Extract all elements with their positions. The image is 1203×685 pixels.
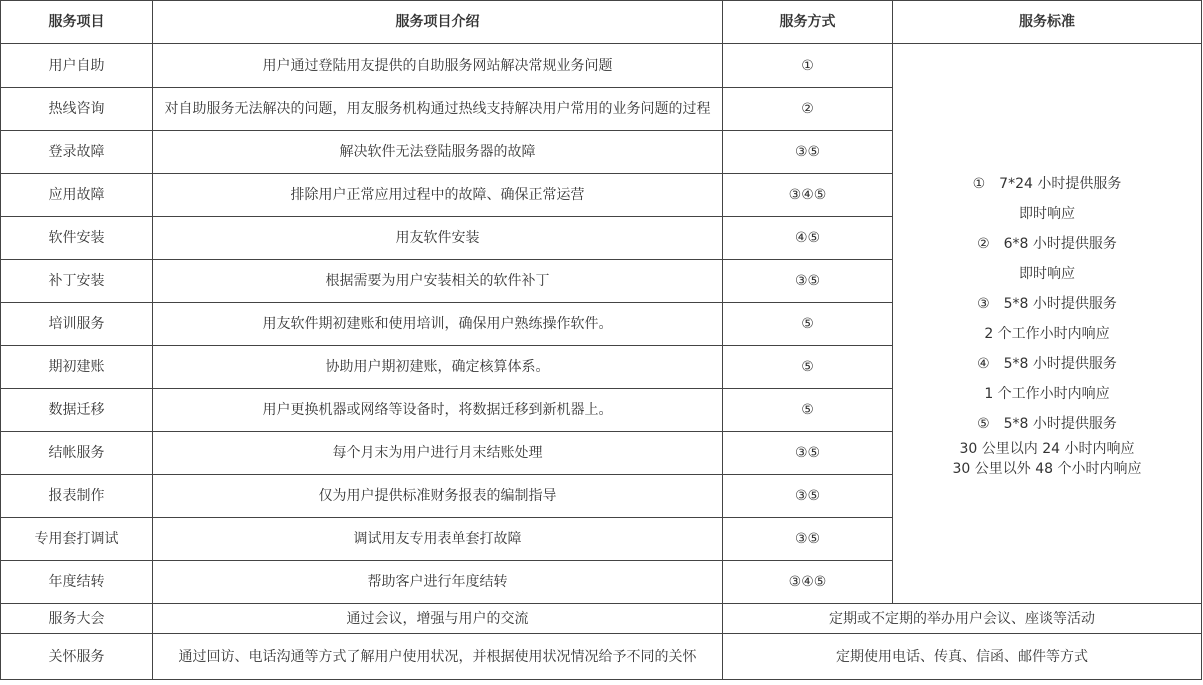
- service-mode: ⑤: [723, 303, 893, 346]
- service-description: 通过回访、电话沟通等方式了解用户使用状况，并根据使用状况情况给予不同的关怀: [153, 634, 723, 680]
- header-service-mode: 服务方式: [723, 1, 893, 44]
- service-mode: ⑤: [723, 389, 893, 432]
- service-mode: ③④⑤: [723, 561, 893, 604]
- standard-line: ② 6*8 小时提供服务: [977, 235, 1117, 252]
- service-item: 登录故障: [1, 131, 153, 174]
- service-standard: 定期或不定期的举办用户会议、座谈等活动: [723, 604, 1202, 634]
- service-description: 对自助服务无法解决的问题，用友服务机构通过热线支持解决用户常用的业务问题的过程: [153, 88, 723, 131]
- service-description: 用户更换机器或网络等设备时，将数据迁移到新机器上。: [153, 389, 723, 432]
- service-item: 补丁安装: [1, 260, 153, 303]
- standard-line: 30 公里以内 24 小时内响应: [959, 440, 1135, 457]
- service-description: 解决软件无法登陆服务器的故障: [153, 131, 723, 174]
- standard-line: 2 个工作小时内响应: [984, 325, 1110, 342]
- standard-line: ③ 5*8 小时提供服务: [977, 295, 1117, 312]
- standard-line: 1 个工作小时内响应: [984, 385, 1110, 402]
- service-description: 帮助客户进行年度结转: [153, 561, 723, 604]
- service-mode: ③⑤: [723, 475, 893, 518]
- service-item: 用户自助: [1, 44, 153, 88]
- service-mode: ③⑤: [723, 518, 893, 561]
- service-item: 关怀服务: [1, 634, 153, 680]
- service-mode: ③⑤: [723, 260, 893, 303]
- service-item: 应用故障: [1, 174, 153, 217]
- service-mode: ③⑤: [723, 432, 893, 475]
- service-item: 软件安装: [1, 217, 153, 260]
- service-standard-cell: [893, 44, 1202, 604]
- service-item: 专用套打调试: [1, 518, 153, 561]
- table-row: [1, 604, 1202, 634]
- service-standard-list: [953, 169, 1142, 479]
- service-description: 用友软件安装: [153, 217, 723, 260]
- service-mode: ④⑤: [723, 217, 893, 260]
- service-mode: ③④⑤: [723, 174, 893, 217]
- standard-line: 30 公里以外 48 个小时内响应: [952, 460, 1142, 477]
- standard-line: ① 7*24 小时提供服务: [972, 175, 1122, 192]
- service-description: 通过会议，增强与用户的交流: [153, 604, 723, 634]
- service-description: 调试用友专用表单套打故障: [153, 518, 723, 561]
- service-description: 协助用户期初建账，确定核算体系。: [153, 346, 723, 389]
- service-description: 每个月末为用户进行月末结账处理: [153, 432, 723, 475]
- standard-line: ⑤ 5*8 小时提供服务: [977, 415, 1117, 432]
- service-mode: ⑤: [723, 346, 893, 389]
- service-description: 根据需要为用户安装相关的软件补丁: [153, 260, 723, 303]
- service-item: 结帐服务: [1, 432, 153, 475]
- header-service-description: 服务项目介绍: [153, 1, 723, 44]
- service-mode: ②: [723, 88, 893, 131]
- service-mode: ③⑤: [723, 131, 893, 174]
- service-item: 数据迁移: [1, 389, 153, 432]
- table-row: [1, 44, 1202, 88]
- service-item: 期初建账: [1, 346, 153, 389]
- service-item: 报表制作: [1, 475, 153, 518]
- service-item: 年度结转: [1, 561, 153, 604]
- standard-line: 即时响应: [1018, 205, 1075, 222]
- service-description: 仅为用户提供标准财务报表的编制指导: [153, 475, 723, 518]
- standard-line: 即时响应: [1018, 265, 1075, 282]
- service-description: 用友软件期初建账和使用培训，确保用户熟练操作软件。: [153, 303, 723, 346]
- header-row: [1, 1, 1202, 44]
- service-item: 培训服务: [1, 303, 153, 346]
- service-item: 热线咨询: [1, 88, 153, 131]
- service-description: 用户通过登陆用友提供的自助服务网站解决常规业务问题: [153, 44, 723, 88]
- service-description: 排除用户正常应用过程中的故障、确保正常运营: [153, 174, 723, 217]
- header-service-standard: 服务标准: [893, 1, 1202, 44]
- standard-line: ④ 5*8 小时提供服务: [977, 355, 1117, 372]
- header-service-item: 服务项目: [1, 1, 153, 44]
- service-standard: 定期使用电话、传真、信函、邮件等方式: [723, 634, 1202, 680]
- service-item: 服务大会: [1, 604, 153, 634]
- service-mode: ①: [723, 44, 893, 88]
- table-row: [1, 634, 1202, 680]
